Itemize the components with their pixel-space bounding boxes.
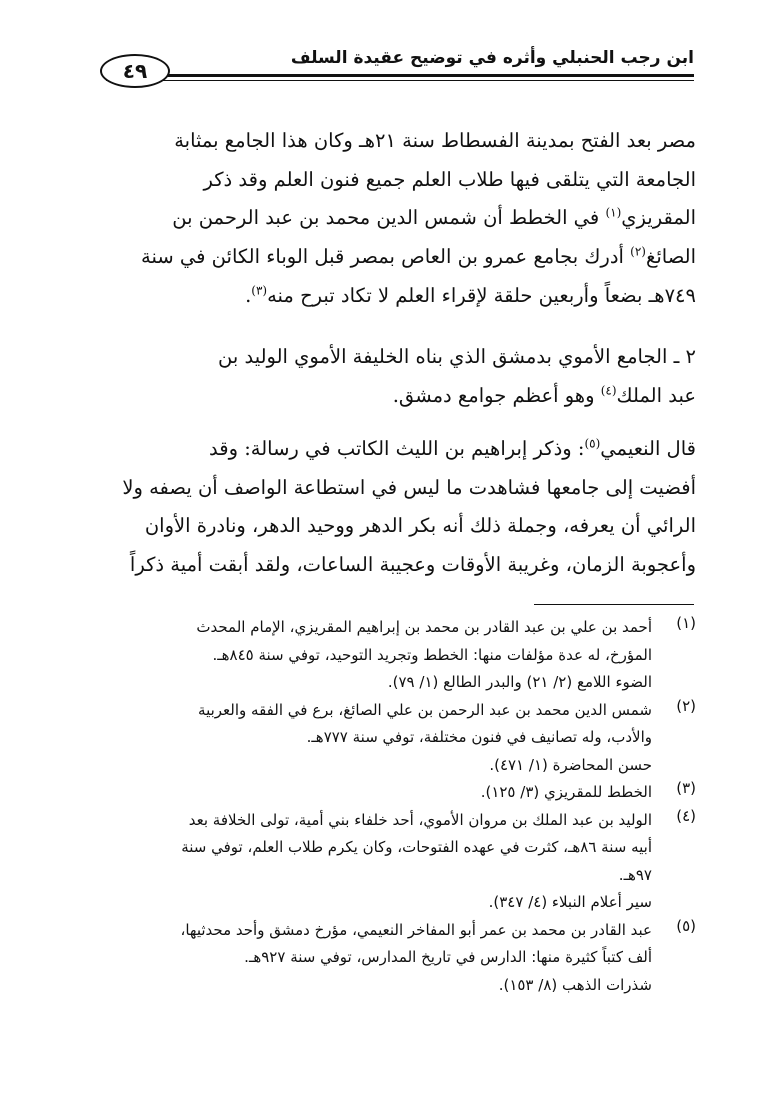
body-line: قال النعيمي$^{(٥)}$: وذكر إبراهيم بن الليث الكاتب في رسالة: وقد <box>209 436 696 460</box>
footnote-ref: (٣) <box>251 283 268 298</box>
footnote-4 <box>64 807 696 917</box>
footnote-line: الخطط للمقريزي (٣/ ١٢٥). <box>480 783 652 801</box>
footnote-line: ألف كتباً كثيرة منها: الدارس في تاريخ المدارس، توفي سنة ٩٢٧هـ. <box>244 948 652 966</box>
footnote-ref: (٥) <box>584 436 601 451</box>
body-line: مصر بعد الفتح بمدينة الفسطاط سنة ٢١هـ وكان هذا الجامع بمثابة <box>174 129 696 152</box>
footnote-number: (٣) <box>676 779 696 797</box>
footnote-number: (١) <box>676 614 696 632</box>
footnote-ref: (٢) <box>630 244 646 259</box>
footnote-number: (٥) <box>676 916 696 935</box>
footnote-separator <box>534 604 694 605</box>
body-line: الرائي أن يعرفه، وجملة ذلك أنه بكر الدهر ووحيد الدهر، ونادرة الأوان <box>144 514 696 538</box>
footnote-ref: (١) <box>605 205 622 220</box>
body-line: وأعجوبة الزمان، وغريبة الأوقات وعجيبة الساعات، ولقد أبقت أمية ذكراً <box>129 553 696 577</box>
footnote-line: عبد القادر بن محمد بن عمر أبو المفاخر النعيمي، مؤرخ دمشق وأحد محدثيها، <box>180 920 652 939</box>
page-header <box>66 40 694 88</box>
footnotes <box>64 614 696 999</box>
body-line: عبد الملك$^{(٤)}$ وهو أعظم جوامع دمشق. <box>392 383 696 407</box>
footnote-line: حسن المحاضرة (١/ ٤٧١). <box>489 755 652 774</box>
paragraph-2 <box>64 338 696 415</box>
footnote-line: الوليد بن عبد الملك بن مروان الأموي، أحد خلفاء بني أمية، تولى الخلافة بعد <box>188 810 652 829</box>
header-rule <box>106 74 694 77</box>
footnote-line: ٩٧هـ. <box>618 865 652 884</box>
body-line: الصائغ$^{(٢)}$ أدرك بجامع عمرو بن العاص بمصر قبل الوباء الكائن في سنة <box>141 244 696 269</box>
footnote-line: شمس الدين محمد بن عبد الرحمن بن علي الصائغ، برع في الفقه والعربية <box>198 700 652 719</box>
footnote-line: أحمد بن علي بن عبد القادر بن محمد بن إبراهيم المقريزي، الإمام المحدث <box>196 618 652 636</box>
footnote-2 <box>64 697 696 780</box>
running-title: ابن رجب الحنبلي وأثره في توضيح عقيدة السلف <box>290 48 694 68</box>
footnote-line: والأدب، وله تصانيف في فنون مختلفة، توفي سنة ٧٧٧هـ. <box>306 728 652 746</box>
footnote-5 <box>64 917 696 1000</box>
footnote-line: الضوء اللامع (٢/ ٢١) والبدر الطالع (١/ ٧٩). <box>387 673 652 691</box>
footnote-1 <box>64 614 696 697</box>
body-line: ٢ ـ الجامع الأموي بدمشق الذي بناه الخليفة الأموي الوليد بن <box>218 345 696 368</box>
body-line: ٧٤٩هـ بضعاً وأربعين حلقة لإقراء العلم لا تكاد تبرح منه$^{(٣)}$. <box>245 283 696 307</box>
footnote-line: سير أعلام النبلاء (٤/ ٣٤٧). <box>488 893 652 911</box>
footnote-number: (٤) <box>676 806 696 825</box>
footnote-line: أبيه سنة ٨٦هـ، كثرت في عهده الفتوحات، وكان يكرم طلاب العلم، توفي سنة <box>181 838 652 856</box>
paragraph-1 <box>64 122 696 315</box>
footnote-ref: (٤) <box>600 383 617 398</box>
footnote-3 <box>64 779 696 807</box>
footnote-line: شذرات الذهب (٨/ ١٥٣). <box>498 975 652 994</box>
page-number: ٤٩ <box>100 54 170 88</box>
body-line: المقريزي$^{(١)}$ في الخطط أن شمس الدين محمد بن عبد الرحمن بن <box>172 205 696 230</box>
footnote-line: المؤرخ، له عدة مؤلفات منها: الخطط وتجريد التوحيد، توفي سنة ٨٤٥هـ. <box>212 645 652 664</box>
paragraph-3 <box>64 430 696 585</box>
body-line: أفضيت إلى جامعها فشاهدت ما ليس في استطاعة الواصف أن يصفه ولا <box>122 475 696 499</box>
header-rule-thin <box>106 80 694 81</box>
body-line: الجامعة التي يتلقى فيها طلاب العلم جميع فنون العلم وقد ذكر <box>203 167 696 191</box>
footnote-number: (٢) <box>676 696 696 715</box>
